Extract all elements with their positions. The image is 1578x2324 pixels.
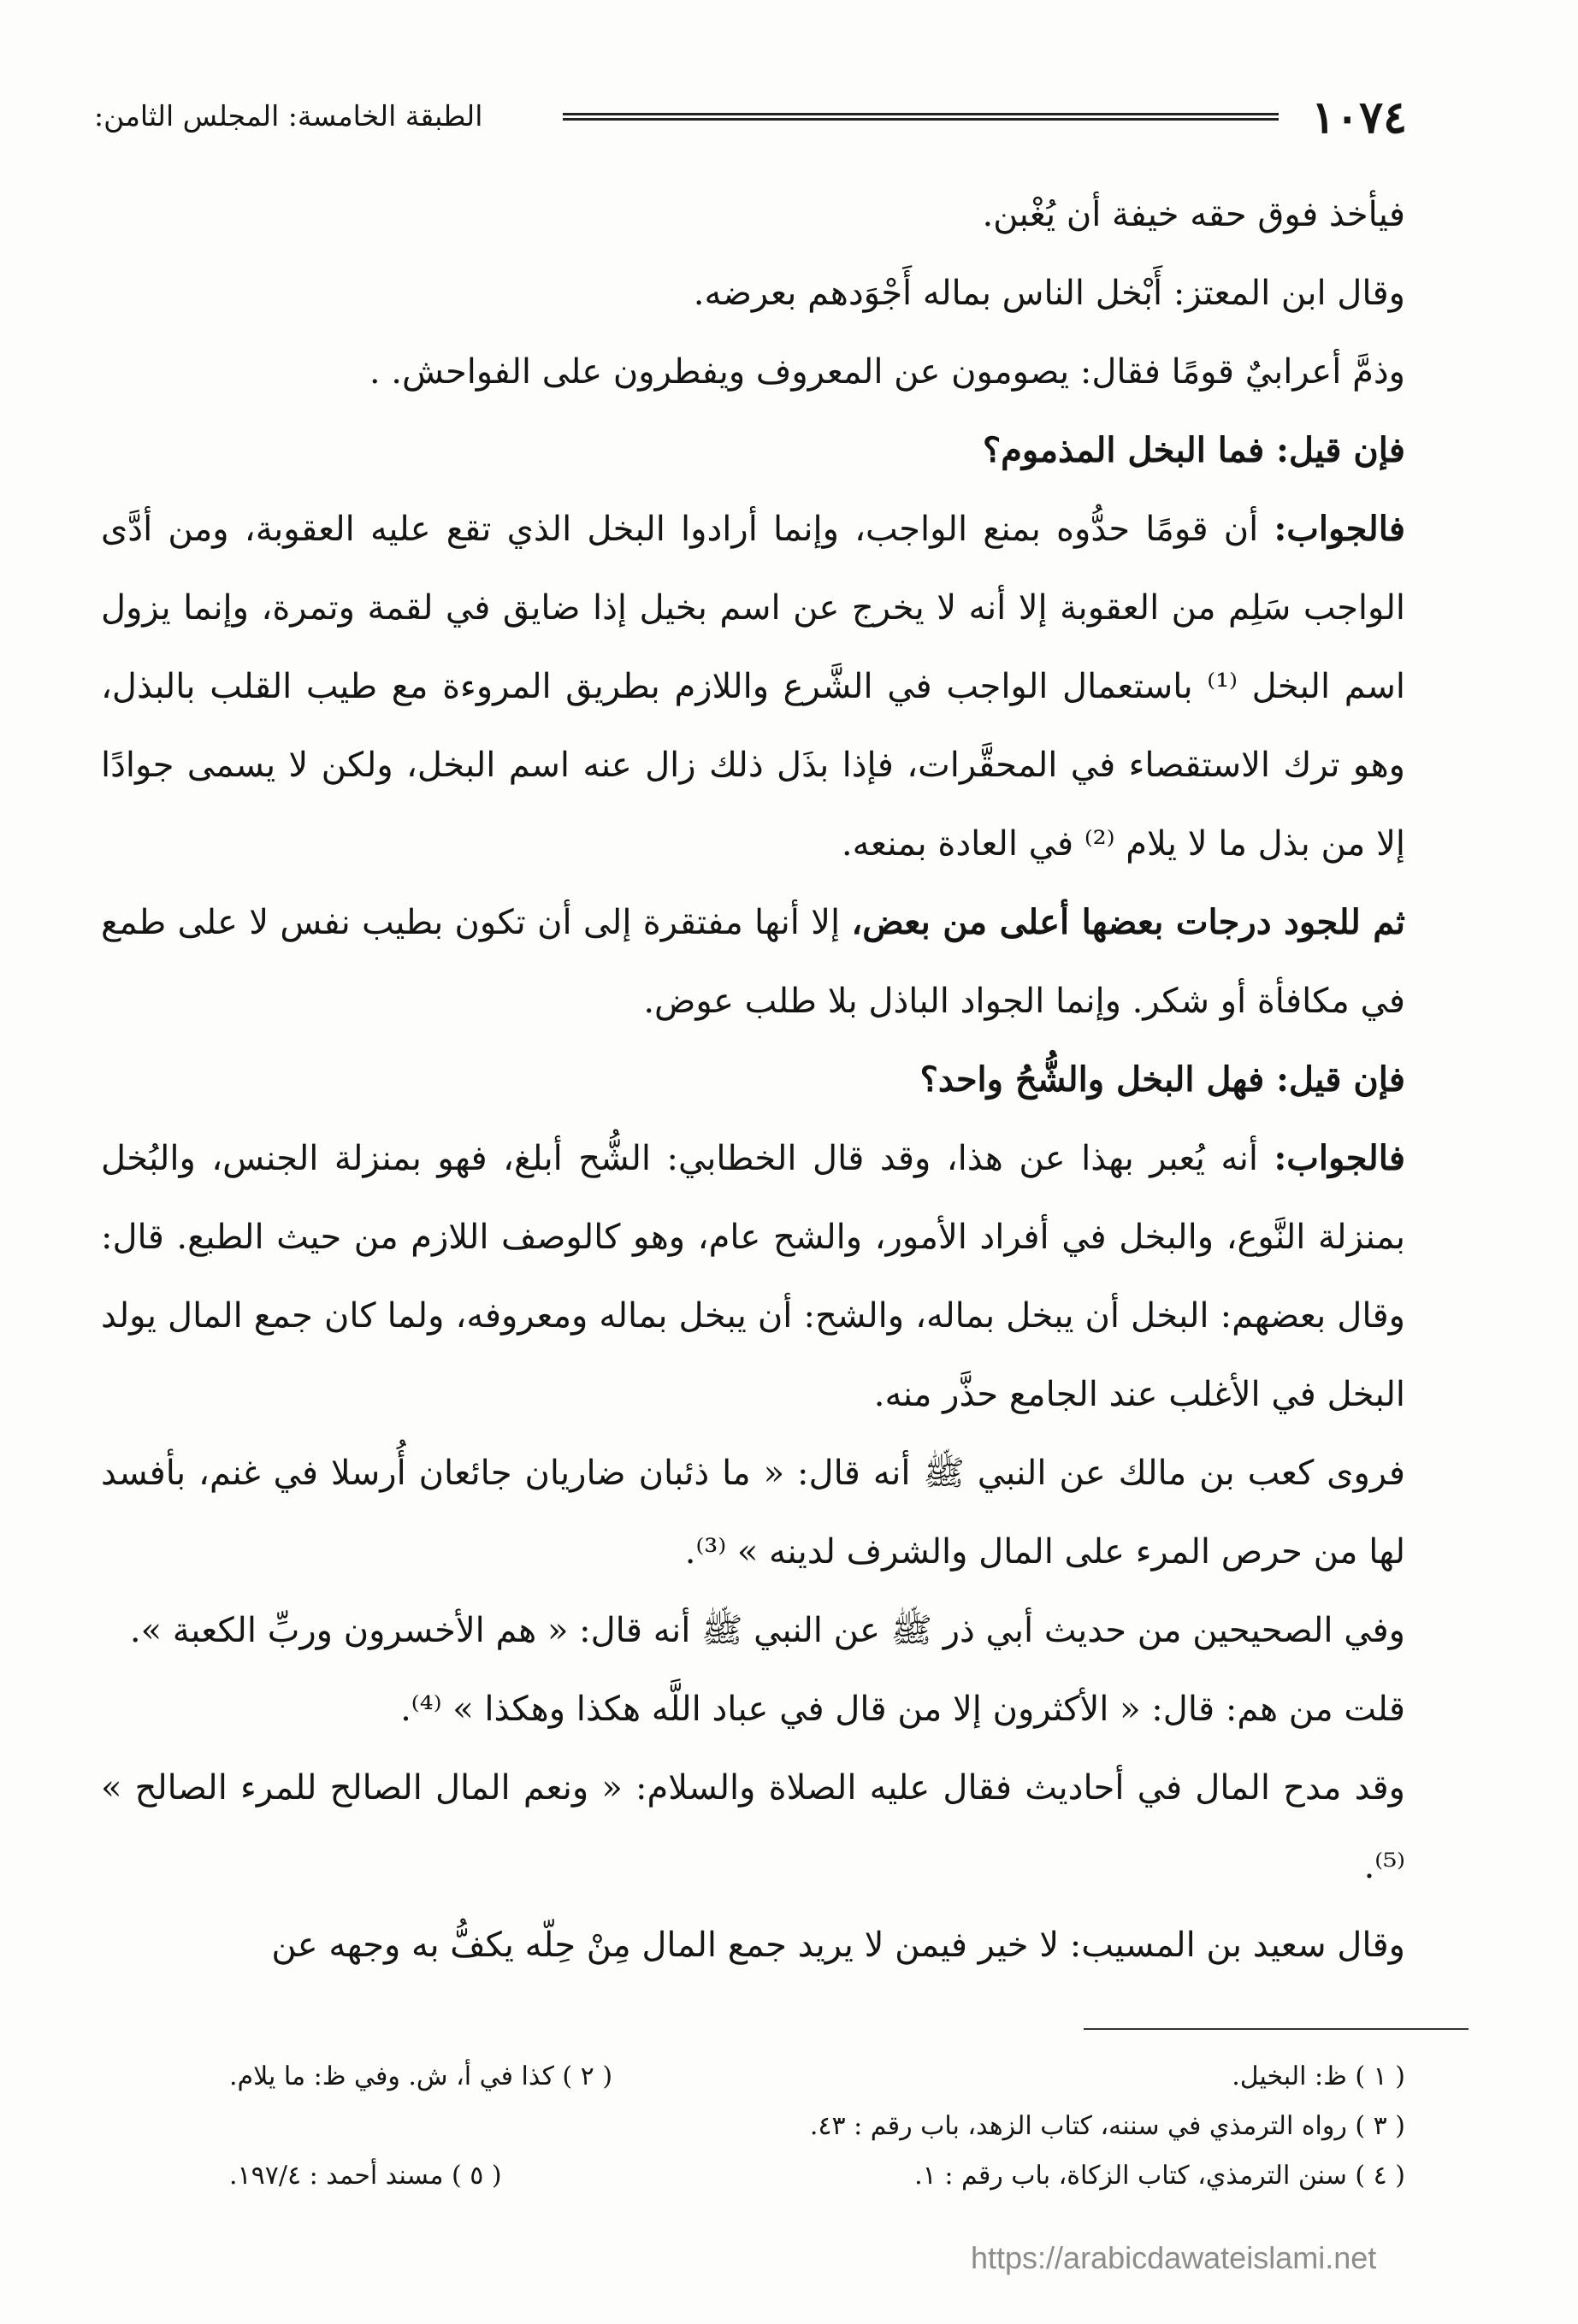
footnote-rule (1084, 2028, 1469, 2030)
paragraph (101, 1119, 1405, 1434)
paragraph: وفي الصحيحين من حديث أبي ذر ﷺ عن النبي ﷺ أنه قال: « هم الأخسرون وربِّ الكعبة ». (129, 1611, 1405, 1650)
footnote-row (101, 2102, 1405, 2151)
answer-text: أن قومًا حدُّوه بمنع الواجب، وإنما أرادوا البخل الذي تقع عليه العقوبة، ومن أدَّى الواجب سَلِم من العقوبة إلا أنه لا يخرج عن اسم بخيل إذا ضايق في لقمة وتمرة، وإنما يزول اسم البخل ⁽¹⁾ باستعمال الواجب في الشَّرع واللازم بطريق المروءة مع طيب القلب بالبذل، وهو ترك الاستقصاء في المحقَّرات، فإذا بذَل ذلك زال عنه اسم البخل، ولكن لا يسمى جوادًا إلا من بذل ما لا يلام ⁽²⁾ في العادة بمنعه. (101, 510, 1405, 864)
header-rule (563, 113, 1279, 121)
watermark: https://arabicdawateislami.net (971, 2240, 1377, 2275)
bold-lead: ثم للجود درجات بعضها أعلى من بعض، (851, 902, 1405, 942)
paragraph-text: إلا أنها مفتقرة إلى أن تكون بطيب نفس لا على طمع في مكافأة أو شكر. وإنما الجواد الباذل بلا طلب عوض. (101, 903, 1405, 1021)
paragraph: وقال سعيد بن المسيب: لا خير فيمن لا يريد جمع المال مِنْ حِلّه يكفُّ به وجهه عن (271, 1926, 1405, 1965)
question-heading: فإن قيل: فما البخل المذموم؟ (982, 430, 1405, 470)
footnote-2: ( ٢ ) كذا في أ، ش. وفي ظ: ما يلام. (229, 2062, 613, 2091)
running-title: الطبقة الخامسة: المجلس الثامن: (94, 99, 483, 133)
page-header (94, 92, 1407, 144)
footnote-5: ( ٥ ) مسند أحمد : ١٩٧/٤. (229, 2161, 502, 2191)
paragraph: قلت من هم: قال: « الأكثرون إلا من قال في عباد اللَّه هكذا وهكذا » ⁽⁴⁾. (400, 1690, 1405, 1729)
answer-lead: فالجواب: (1274, 1138, 1406, 1178)
footnote-1: ( ١ ) ظ: البخيل. (1232, 2062, 1405, 2091)
footnotes (101, 2052, 1405, 2201)
paragraph: وقد مدح المال في أحاديث فقال عليه الصلاة والسلام: « ونعم المال الصالح للمرء الصالح » ⁽⁵⁾. (101, 1768, 1405, 1886)
answer-text: أنه يُعبر بهذا عن هذا، وقد قال الخطابي: الشُّح أبلغ، فهو بمنزلة الجنس، والبُخل بمنزلة النَّوع، والبخل في أفراد الأمور، والشح عام، وهو كالوصف اللازم من حيث الطبع. قال: وقال بعضهم: البخل أن يبخل بماله، والشح: أن يبخل بماله ومعروفه، ولما كان جمع المال يولد البخل في الأغلب عند الجامع حذَّر منه. (101, 1139, 1405, 1414)
question-heading: فإن قيل: فهل البخل والشُّحُ واحد؟ (919, 1059, 1405, 1100)
answer-lead: فالجواب: (1274, 509, 1405, 549)
paragraph: فيأخذ فوق حقه خيفة أن يُغْبن. (982, 195, 1405, 234)
footnote-4: ( ٤ ) سنن الترمذي، كتاب الزكاة، باب رقم : ١. (914, 2161, 1405, 2191)
footnote-3: ( ٣ ) رواه الترمذي في سننه، كتاب الزهد، باب رقم : ٤٣. (809, 2111, 1405, 2141)
paragraph: وذمَّ أعرابيٌ قومًا فقال: يصومون عن المعروف ويفطرون على الفواحش. . (369, 352, 1405, 392)
paragraph: فروى كعب بن مالك عن النبي ﷺ أنه قال: « ما ذئبان ضاريان جائعان أُرسلا في غنم، بأفسد لها من حرص المرء على المال والشرف لدينه » ⁽³⁾. (101, 1454, 1405, 1572)
page-number: ١٠٧٤ (1311, 91, 1407, 144)
paragraph (101, 883, 1405, 1041)
paragraph: وقال ابن المعتز: أَبْخل الناس بماله أَجْوَدهم بعرضه. (693, 274, 1405, 313)
paragraph (101, 490, 1405, 883)
footnote-row (101, 2052, 1405, 2102)
body-text (101, 175, 1405, 1985)
footnote-row (101, 2151, 1405, 2201)
